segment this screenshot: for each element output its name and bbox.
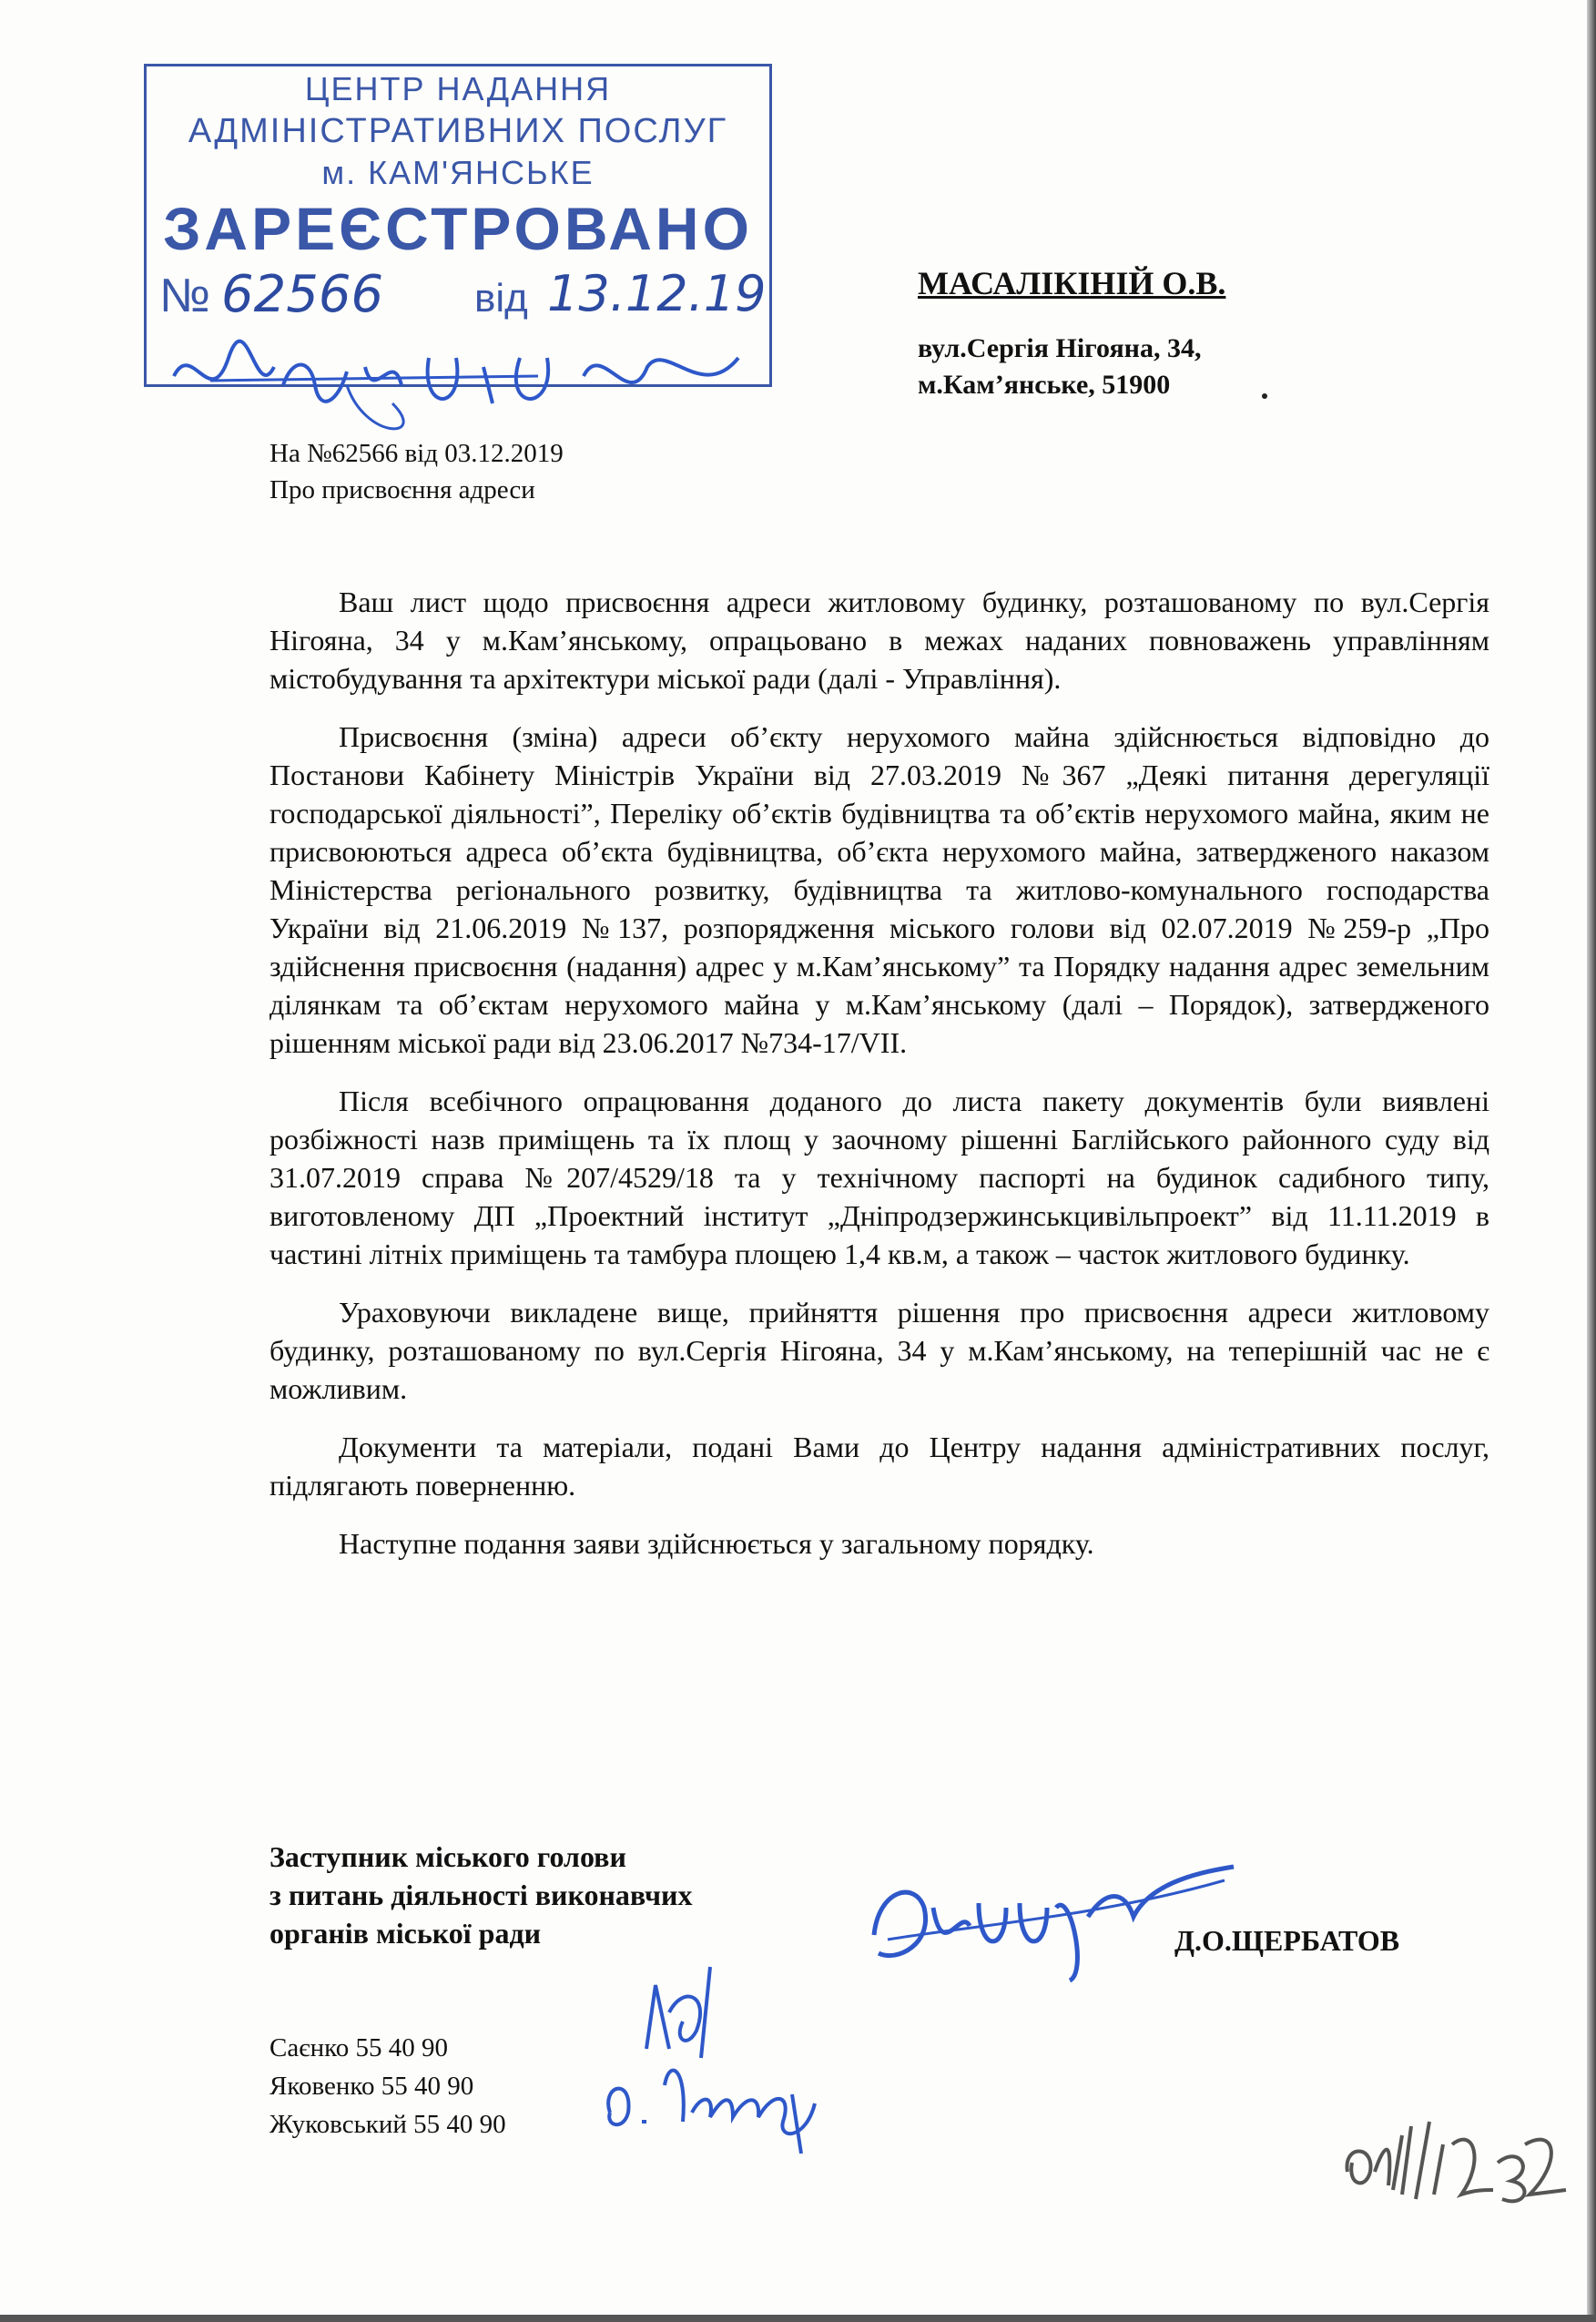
signer-title-line-2: з питань діяльності виконавчих (269, 1879, 693, 1911)
addressee-block (918, 264, 1225, 401)
signer-title (269, 1838, 692, 1952)
corner-handwritten-note (1338, 2108, 1575, 2208)
scan-bottom-edge (0, 2315, 1596, 2322)
contact-1: Саєнко 55 40 90 (269, 2033, 449, 2062)
stamp-line-3: м. КАМ'ЯНСЬКЕ (321, 154, 595, 191)
initials-signature-2 (596, 2040, 842, 2158)
paragraph-3: Після всебічного опрацювання доданого до листа пакету документів були виявлені розбіжності назв приміщень та їх площ у заочному рішенні Баглійського районного суду від 31.07.2019 справа №207/4529/18 та у технічному паспорті на будинок садибного типу, виготовленому ДП „Проектний інститут „Дніпродзержинськцивільпроект” від 11.11.2019 в частині літніх приміщень та тамбура площею 1,4 кв.м, а також – часток житлового будинку. (269, 1085, 1489, 1270)
signer-name: Д.О.ЩЕРБАТОВ (1174, 1924, 1400, 1957)
addressee-name: МАСАЛІКІНІЙ О.В. (918, 265, 1226, 301)
addressee-city: м.Кам’янське, 51900 (918, 370, 1171, 400)
main-signature (860, 1853, 1243, 1990)
stamp-handwritten-signature (156, 321, 766, 431)
stamp-line-2: АДМІНІСТРАТИВНИХ ПОСЛУГ (188, 112, 728, 150)
addressee-street: вул.Сергія Нігояна, 34, (918, 333, 1202, 363)
paragraph-6: Наступне подання заяви здійснюється у загальному порядку. (339, 1527, 1094, 1560)
contact-2: Яковенко 55 40 90 (269, 2072, 474, 2101)
stamp-line-1: ЦЕНТР НАДАННЯ (304, 70, 612, 107)
stamp-date: 13.12.19 (547, 265, 767, 322)
letter-body (269, 583, 1489, 1583)
paragraph-1: Ваш лист щодо присвоєння адреси житловому будинку, розташованому по вул.Сергія Нігояна, 34 у м.Кам’янському, опрацьовано в межах наданих повноважень управлінням містобудування та архітектури міської ради (далі - Управління). (269, 586, 1489, 695)
registration-stamp (144, 64, 772, 387)
reference-block (269, 435, 564, 508)
stamp-number-label: № (159, 270, 210, 322)
contacts-list (269, 2029, 506, 2144)
paragraph-4: Ураховуючи викладене вище, прийняття рішення про присвоєння адреси житловому будинку, розташованому по вул.Сергія Нігояна, 34 у м.Кам’янському, на теперішній час не є можливим. (269, 1296, 1489, 1405)
stamp-date-label: від (474, 276, 528, 321)
signer-title-line-1: Заступник міського голови (269, 1840, 626, 1873)
reference-number: На №62566 від 03.12.2019 (269, 439, 564, 468)
paragraph-5: Документи та матеріали, подані Вами до Центру надання адміністративних послуг, підлягають поверненню. (269, 1431, 1489, 1502)
paragraph-2: Присвоєння (зміна) адреси об’єкту нерухомого майна здійснюється відповідно до Постанови Кабінету Міністрів України від 27.03.2019 №367 „Деякі питання дерегуляції господарської діяльності”, Переліку об’єктів будівництва та об’єктів нерухомого майна, яким не присвоюються адреса об’єкта будівництва, об’єкта нерухомого майна, затвердженого наказом Міністерства регіонального розвитку, будівництва та житлово-комунального господарства України від 21.06.2019 №137, розпорядження міського голови від 02.07.2019 №259-р „Про здійснення присвоєння (надання) адрес у м.Кам’янському” та Порядку надання адрес земельним ділянкам та об’єктам нерухомого майна у м.Кам’янському (далі – Порядок), затвердженого рішенням міської ради від 23.06.2017 №734-17/VII. (269, 720, 1489, 1059)
scan-edge (1587, 0, 1596, 2322)
reference-subject: Про присвоєння адреси (269, 475, 535, 504)
stamp-title: ЗАРЕЄСТРОВАНО (163, 195, 753, 262)
stamp-number: 62566 (221, 265, 384, 324)
ink-dot (1262, 393, 1267, 399)
signer-title-line-3: органів міської ради (269, 1917, 542, 1950)
contact-3: Жуковський 55 40 90 (269, 2110, 506, 2139)
